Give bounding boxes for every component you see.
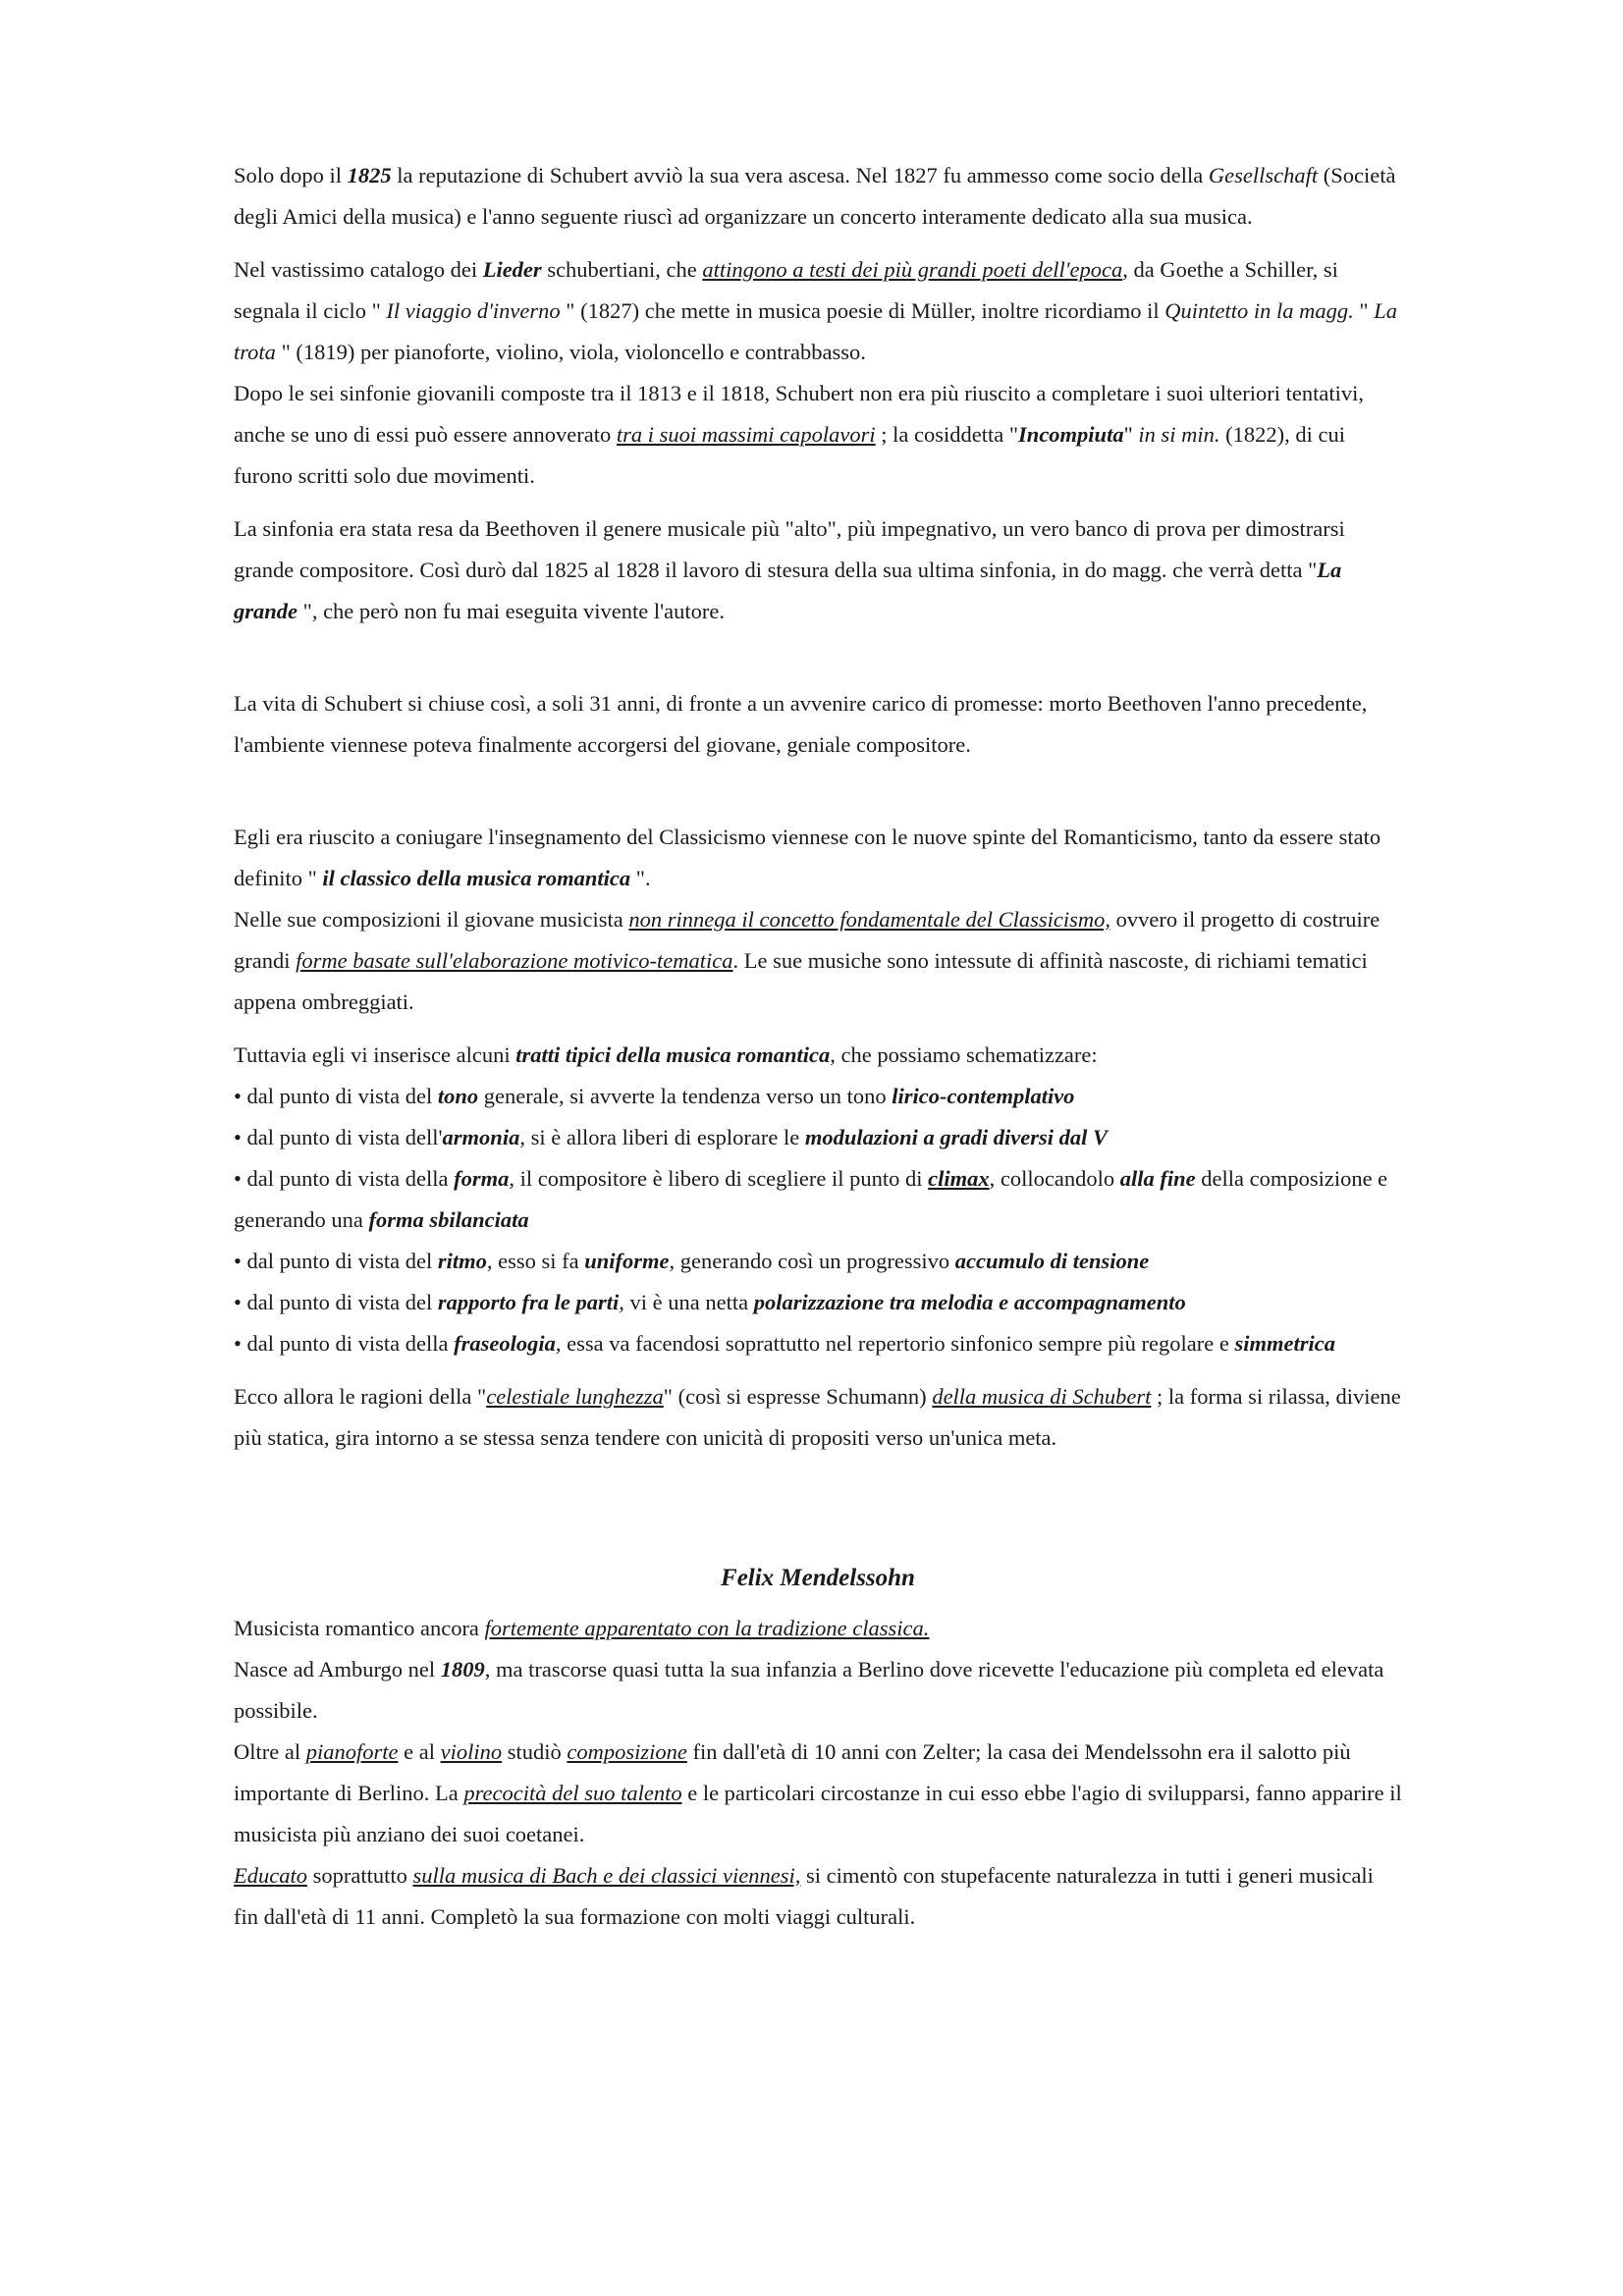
text: generale, si avverte la tendenza verso un tono bbox=[478, 1084, 893, 1108]
emphasis: forma bbox=[454, 1166, 510, 1191]
emphasis: fraseologia bbox=[454, 1331, 556, 1356]
text: dal punto di vista della bbox=[241, 1331, 455, 1356]
underlined-text: Educato bbox=[234, 1863, 307, 1888]
underlined-text: composizione bbox=[567, 1739, 687, 1764]
text: della composizione e generando una bbox=[234, 1166, 1388, 1232]
text: , generando così un progressivo bbox=[669, 1249, 955, 1273]
text: , il compositore è libero di scegliere il punto di bbox=[509, 1166, 929, 1191]
text: , si è allora liberi di esplorare le bbox=[519, 1125, 805, 1149]
text: ; la forma si rilassa, diviene più statica, gira intorno a se stessa senza tendere con unicità di propositi verso un'unica meta. bbox=[234, 1384, 1401, 1450]
text: Egli era riuscito a coniugare l'insegnamento del Classicismo viennese con le nuove spinte del Romanticismo, tanto da essere stato definito " bbox=[234, 825, 1381, 890]
text: dal punto di vista del bbox=[241, 1290, 438, 1314]
text: dal punto di vista dell' bbox=[241, 1125, 443, 1149]
text: Dopo le sei sinfonie giovanili composte tra il 1813 e il 1818, Schubert non era più riuscito a completare i suoi ulteriori tentativi, anche se uno di essi può essere annoverato bbox=[234, 381, 1364, 447]
text: " bbox=[1353, 298, 1375, 323]
emphasis: Lieder bbox=[482, 257, 542, 282]
underlined-text: non rinnega il concetto fondamentale del Classicismo, bbox=[628, 907, 1110, 932]
text: Oltre al bbox=[234, 1739, 306, 1764]
text: Nel vastissimo catalogo dei bbox=[234, 257, 483, 282]
text: , vi è una netta bbox=[619, 1290, 754, 1314]
document-page bbox=[234, 155, 1402, 1938]
emphasis: 1809 bbox=[440, 1657, 485, 1682]
section-title: Felix Mendelssohn bbox=[721, 1565, 915, 1591]
text: e le particolari circostanze in cui esso ebbe l'agio di svilupparsi, fanno apparire il musicista più anziano dei suoi coetanei. bbox=[234, 1781, 1402, 1846]
underlined-text: pianoforte bbox=[305, 1739, 399, 1764]
text: la reputazione di Schubert avviò la sua vera ascesa. Nel 1827 fu ammesso come socio della bbox=[391, 163, 1209, 187]
underlined-text: forme basate sull'elaborazione motivico-tematica bbox=[296, 948, 733, 973]
underlined-text: celestiale lunghezza bbox=[486, 1384, 664, 1409]
paragraph-sinfonia bbox=[234, 508, 1402, 632]
paragraph-classicismo bbox=[234, 817, 1402, 899]
text: fin dall'età di 10 anni con Zelter; la casa dei Mendelssohn era il salotto più importante di Berlino. La bbox=[234, 1739, 1351, 1805]
text: Musicista romantico ancora bbox=[234, 1616, 485, 1640]
underlined-text: attingono a testi dei più grandi poeti dell'epoca bbox=[702, 257, 1123, 282]
text: dal punto di vista del bbox=[241, 1084, 438, 1108]
text: ; la cosiddetta " bbox=[875, 422, 1019, 447]
emphasis: tono bbox=[437, 1084, 479, 1108]
text: " (1819) per pianoforte, violino, viola, violoncello e contrabbasso. bbox=[275, 340, 866, 364]
paragraph-composizioni bbox=[234, 899, 1402, 1023]
italic-text: Gesellschaft bbox=[1208, 163, 1319, 187]
paragraph-schubert-ascesa bbox=[234, 155, 1402, 238]
text: ovvero il progetto di costruire grandi bbox=[234, 907, 1380, 973]
paragraph-celestiale-lunghezza bbox=[234, 1376, 1402, 1459]
bullet-rapporto bbox=[234, 1282, 1402, 1323]
text: Tuttavia egli vi inserisce alcuni bbox=[234, 1042, 516, 1067]
text: . Le sue musiche sono intessute di affinità nascoste, di richiami tematici appena ombreggiati. bbox=[234, 948, 1368, 1014]
italic-text: Il viaggio d'inverno bbox=[386, 298, 561, 323]
underlined-text: della musica di Schubert bbox=[932, 1384, 1152, 1409]
emphasis: il classico della musica romantica bbox=[322, 866, 631, 890]
text: , che possiamo schematizzare: bbox=[830, 1042, 1098, 1067]
text: (Società degli Amici della musica) e l'anno seguente riuscì ad organizzare un concerto interamente dedicato alla sua musica. bbox=[234, 163, 1396, 229]
underlined-text: violino bbox=[440, 1739, 503, 1764]
emphasis: polarizzazione tra melodia e accompagnamento bbox=[753, 1290, 1186, 1314]
text: , ma trascorse quasi tutta la sua infanzia a Berlino dove ricevette l'educazione più completa ed elevata possibile. bbox=[234, 1657, 1384, 1723]
emphasis: climax bbox=[928, 1166, 990, 1191]
bullet-tono bbox=[234, 1076, 1402, 1117]
text: ". bbox=[630, 866, 651, 890]
text: e al bbox=[398, 1739, 441, 1764]
paragraph-incompiuta bbox=[234, 373, 1402, 497]
paragraph-mendelssohn-formazione bbox=[234, 1855, 1402, 1938]
text: " bbox=[1123, 422, 1139, 447]
emphasis: 1825 bbox=[347, 163, 392, 187]
text: studiò bbox=[502, 1739, 568, 1764]
emphasis: alla fine bbox=[1119, 1166, 1196, 1191]
text: dal punto di vista della bbox=[241, 1166, 455, 1191]
paragraph-mendelssohn-intro bbox=[234, 1608, 1402, 1649]
text: Nasce ad Amburgo nel bbox=[234, 1657, 441, 1682]
bullet-ritmo bbox=[234, 1241, 1402, 1282]
italic-text: La trota bbox=[234, 298, 1397, 364]
italic-text: in si min. bbox=[1138, 422, 1220, 447]
text: La sinfonia era stata resa da Beethoven il genere musicale più "alto", più impegnativo, un vero banco di prova per dimostrarsi grande compositore. Così durò dal 1825 al 1828 il lavoro di stesura della sua ultima sinfonia, in do magg. che verrà detta " bbox=[234, 516, 1345, 582]
emphasis: lirico-contemplativo bbox=[892, 1084, 1075, 1108]
text: schubertiani, che bbox=[541, 257, 703, 282]
text: , collocandolo bbox=[989, 1166, 1120, 1191]
paragraph-mendelssohn-studi bbox=[234, 1732, 1402, 1855]
emphasis: ritmo bbox=[437, 1249, 487, 1273]
emphasis: rapporto fra le parti bbox=[437, 1290, 620, 1314]
bullet-fraseologia bbox=[234, 1323, 1402, 1364]
text: Solo dopo il bbox=[234, 163, 348, 187]
paragraph-mendelssohn-nascita bbox=[234, 1649, 1402, 1732]
text: , essa va facendosi soprattutto nel repertorio sinfonico sempre più regolare e bbox=[555, 1331, 1235, 1356]
text: , da Goethe a Schiller, si segnala il ciclo " bbox=[234, 257, 1338, 323]
text: ", che però non fu mai eseguita vivente l'autore. bbox=[298, 599, 725, 623]
emphasis: simmetrica bbox=[1234, 1331, 1335, 1356]
text: (1822), di cui furono scritti solo due movimenti. bbox=[234, 422, 1346, 488]
text: , esso si fa bbox=[486, 1249, 585, 1273]
emphasis: uniforme bbox=[584, 1249, 670, 1273]
emphasis: tratti tipici della musica romantica bbox=[515, 1042, 831, 1067]
underlined-text: tra i suoi massimi capolavori bbox=[616, 422, 876, 447]
emphasis: Incompiuta bbox=[1018, 422, 1124, 447]
text: si cimentò con stupefacente naturalezza in tutti i generi musicali fin dall'età di 11 anni. Completò la sua formazione con molti viaggi culturali. bbox=[234, 1863, 1374, 1929]
paragraph-lieder bbox=[234, 249, 1402, 373]
underlined-text: sulla musica di Bach e dei classici viennesi, bbox=[412, 1863, 801, 1888]
underlined-text: fortemente apparentato con la tradizione classica. bbox=[484, 1616, 930, 1640]
text: Ecco allora le ragioni della " bbox=[234, 1384, 487, 1409]
text: soprattutto bbox=[306, 1863, 413, 1888]
bullet-forma bbox=[234, 1158, 1402, 1241]
emphasis: armonia bbox=[442, 1125, 520, 1149]
emphasis: forma sbilanciata bbox=[368, 1207, 529, 1232]
text: dal punto di vista del bbox=[241, 1249, 438, 1273]
emphasis: modulazioni a gradi diversi dal V bbox=[804, 1125, 1109, 1149]
paragraph-vita-schubert: La vita di Schubert si chiuse così, a soli 31 anni, di fronte a un avvenire carico di promesse: morto Beethoven l'anno precedente, l'ambiente viennese poteva finalmente accorgersi del giovane, geniale compositore. bbox=[234, 691, 1368, 757]
emphasis: La grande bbox=[234, 558, 1342, 623]
paragraph-tratti bbox=[234, 1035, 1402, 1076]
text: " (così si espresse Schumann) bbox=[663, 1384, 933, 1409]
text: " (1827) che mette in musica poesie di Müller, inoltre ricordiamo il bbox=[560, 298, 1165, 323]
underlined-text: precocità del suo talento bbox=[463, 1781, 682, 1805]
emphasis: accumulo di tensione bbox=[954, 1249, 1150, 1273]
bullet-armonia bbox=[234, 1117, 1402, 1158]
italic-text: Quintetto in la magg. bbox=[1164, 298, 1354, 323]
text: Nelle sue composizioni il giovane musicista bbox=[234, 907, 629, 932]
